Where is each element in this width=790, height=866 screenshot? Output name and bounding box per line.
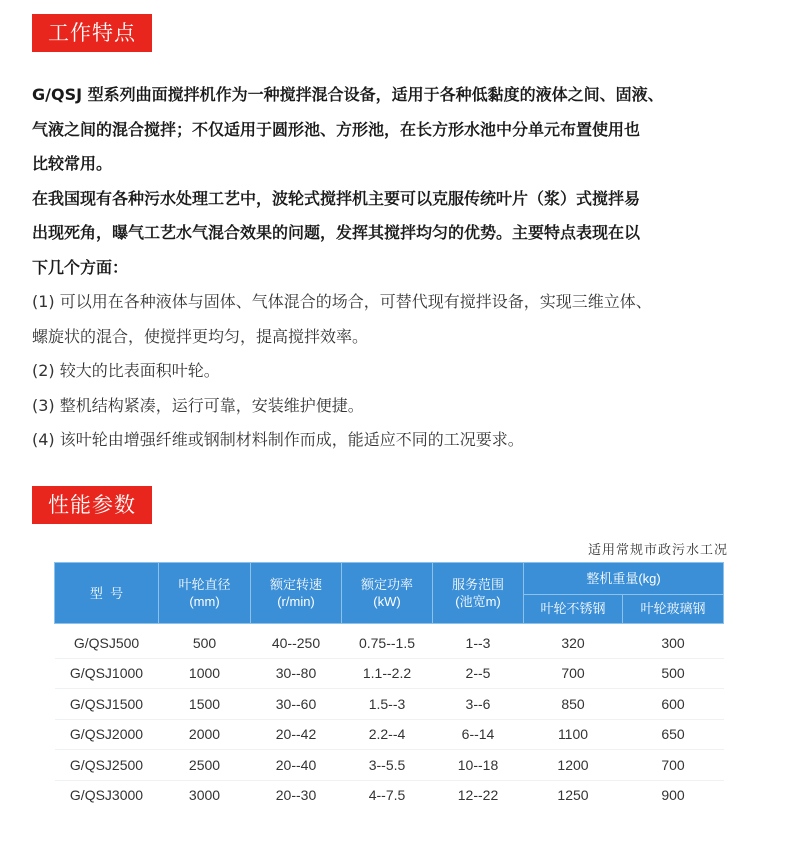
cell-rated-speed: 40--250: [251, 624, 342, 659]
cell-model: G/QSJ1500: [55, 689, 159, 720]
header-weight-frp: 叶轮玻璃钢: [623, 594, 724, 623]
cell-rated-speed: 30--60: [251, 689, 342, 720]
cell-model: G/QSJ500: [55, 624, 159, 659]
cell-impeller-diameter: 2000: [159, 719, 251, 750]
cell-rated-speed: 20--40: [251, 750, 342, 781]
cell-rated-power: 1.5--3: [342, 689, 433, 720]
cell-rated-power: 0.75--1.5: [342, 624, 433, 659]
cell-weight-frp: 700: [623, 750, 724, 781]
feature-item: 螺旋状的混合，使搅拌更均匀，提高搅拌效率。: [32, 326, 369, 346]
cell-impeller-diameter: 1500: [159, 689, 251, 720]
cell-service-range: 3--6: [433, 689, 524, 720]
cell-weight-ss: 700: [524, 658, 623, 689]
header-weight-ss: 叶轮不锈钢: [524, 594, 623, 623]
cell-service-range: 6--14: [433, 719, 524, 750]
cell-rated-power: 2.2--4: [342, 719, 433, 750]
table-row: [55, 780, 724, 810]
section-title-features: 工作特点: [32, 14, 152, 52]
header-model: 型 号: [55, 563, 159, 624]
cell-rated-speed: 20--42: [251, 719, 342, 750]
cell-rated-speed: 30--80: [251, 658, 342, 689]
cell-model: G/QSJ3000: [55, 780, 159, 810]
intro-line: 气液之间的混合搅拌；不仅适用于圆形池、方形池，在长方形水池中分单元布置使用也: [32, 119, 641, 139]
cell-weight-frp: 900: [623, 780, 724, 810]
intro-line: 下几个方面：: [32, 257, 129, 277]
cell-weight-ss: 1250: [524, 780, 623, 810]
cell-service-range: 12--22: [433, 780, 524, 810]
cell-weight-ss: 1100: [524, 719, 623, 750]
header-service-range: 服务范围 (池宽m): [433, 563, 524, 624]
cell-impeller-diameter: 1000: [159, 658, 251, 689]
cell-weight-frp: 500: [623, 658, 724, 689]
cell-weight-ss: 1200: [524, 750, 623, 781]
cell-rated-power: 4--7.5: [342, 780, 433, 810]
intro-line: 出现死角，曝气工艺水气混合效果的问题，发挥其搅拌均匀的优势。主要特点表现在以: [32, 223, 641, 242]
feature-item: (3) 整机结构紧凑，运行可靠，安装维护便捷。: [32, 395, 364, 415]
intro-line: G/QSJ 型系列曲面搅拌机作为一种搅拌混合设备，适用于各种低黏度的液体之间、固液、: [32, 85, 664, 104]
table-row: [55, 658, 724, 689]
header-weight: 整机重量(kg): [524, 563, 724, 595]
cell-model: G/QSJ1000: [55, 658, 159, 689]
cell-rated-power: 1.1--2.2: [342, 658, 433, 689]
intro-line: 在我国现有各种污水处理工艺中，波轮式搅拌机主要可以克服传统叶片（浆）式搅拌易: [32, 188, 641, 208]
table-row: [55, 750, 724, 781]
feature-item: (2) 较大的比表面积叶轮。: [32, 361, 220, 380]
cell-rated-speed: 20--30: [251, 780, 342, 810]
table-row: [55, 719, 724, 750]
cell-impeller-diameter: 500: [159, 624, 251, 659]
cell-service-range: 10--18: [433, 750, 524, 781]
cell-impeller-diameter: 2500: [159, 750, 251, 781]
header-impeller-diameter: 叶轮直径 (mm): [159, 563, 251, 624]
cell-impeller-diameter: 3000: [159, 780, 251, 810]
features-text: [32, 78, 772, 458]
cell-service-range: 2--5: [433, 658, 524, 689]
table-row: [55, 624, 724, 659]
spec-table: [54, 562, 724, 810]
intro-line: 比较常用。: [32, 154, 113, 173]
cell-weight-ss: 850: [524, 689, 623, 720]
header-rated-power: 额定功率 (kW): [342, 563, 433, 624]
header-rated-speed: 额定转速 (r/min): [251, 563, 342, 624]
section-title-specs: 性能参数: [32, 486, 152, 524]
cell-weight-ss: 320: [524, 624, 623, 659]
cell-model: G/QSJ2500: [55, 750, 159, 781]
cell-weight-frp: 300: [623, 624, 724, 659]
cell-weight-frp: 600: [623, 689, 724, 720]
cell-rated-power: 3--5.5: [342, 750, 433, 781]
feature-item: (4) 该叶轮由增强纤维或钢制材料制作而成，能适应不同的工况要求。: [32, 430, 524, 449]
feature-item: (1) 可以用在各种液体与固体、气体混合的场合，可替代现有搅拌设备，实现三维立体、: [32, 292, 652, 311]
table-row: [55, 689, 724, 720]
cell-weight-frp: 650: [623, 719, 724, 750]
cell-service-range: 1--3: [433, 624, 524, 659]
table-note: 适用常规市政污水工况: [587, 543, 728, 558]
cell-model: G/QSJ2000: [55, 719, 159, 750]
